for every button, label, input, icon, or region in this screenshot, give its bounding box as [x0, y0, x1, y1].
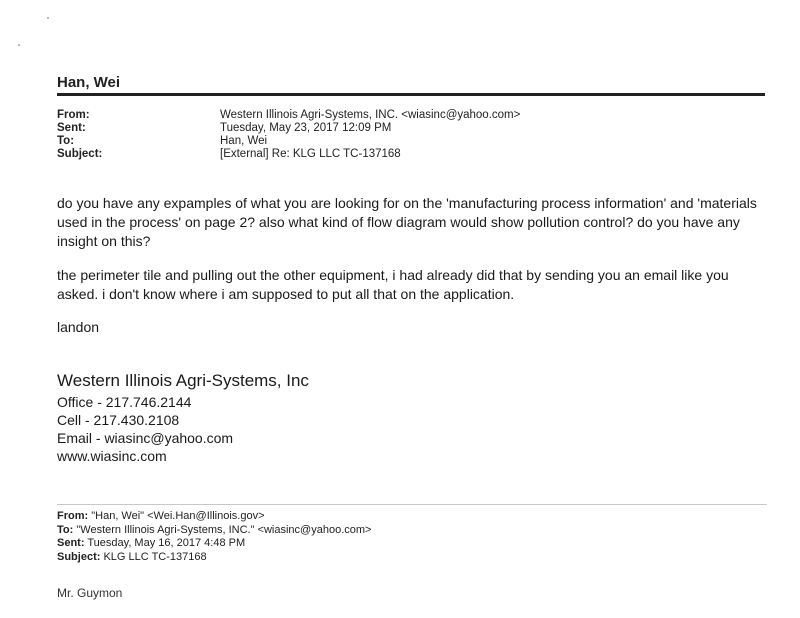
signature-email: Email - wiasinc@yahoo.com [57, 430, 234, 446]
signature-company: Western Illinois Agri-Systems, Inc [57, 371, 309, 390]
forwarded-from-row: From: "Han, Wei" <Wei.Han@Illinois.gov> [57, 510, 265, 522]
email-body-paragraph-2: the perimeter tile and pulling out the other equipment, i had already did that by sending you an email like you asked. i don't know where i am supposed to put all that on the application. [57, 267, 729, 302]
to-label: To: [57, 135, 75, 147]
email-body-paragraph-1: do you have any expamples of what you are looking for on the 'manufacturing process information' and 'materials used in the process' on page 2? also what kind of flow diagram would show pollution control? do you have any insight on this? [57, 195, 757, 249]
email-sender-name: landon [57, 319, 100, 335]
forwarded-to-row: To: "Western Illinois Agri-Systems, INC." <wiasinc@yahoo.com> [57, 523, 372, 536]
subject-value: [External] Re: KLG LLC TC-137168 [220, 148, 401, 160]
scan-speck [18, 44, 20, 46]
from-label: From: [57, 109, 90, 121]
scan-speck [47, 17, 49, 19]
signature-office-phone: Office - 217.746.2144 [57, 394, 192, 410]
forwarded-divider [57, 504, 767, 505]
from-value: Western Illinois Agri-Systems, INC. <wiasinc@yahoo.com> [220, 109, 521, 121]
signature-website: www.wiasinc.com [57, 448, 167, 464]
signature-block [57, 370, 309, 465]
forwarded-greeting: Mr. Guymon [57, 586, 123, 600]
forwarded-header-block [57, 510, 371, 564]
sent-value: Tuesday, May 23, 2017 12:09 PM [220, 122, 392, 134]
forwarded-sent-row: Sent: Tuesday, May 16, 2017 4:48 PM [57, 537, 246, 549]
forwarded-subject-row: Subject: KLG LLC TC-137168 [57, 550, 207, 563]
header-divider [57, 93, 765, 96]
signature-cell-phone: Cell - 217.430.2108 [57, 412, 180, 428]
to-value: Han, Wei [220, 135, 268, 147]
subject-label: Subject: [57, 148, 103, 160]
recipient-header-name: Han, Wei [57, 74, 121, 91]
sent-label: Sent: [57, 122, 86, 134]
